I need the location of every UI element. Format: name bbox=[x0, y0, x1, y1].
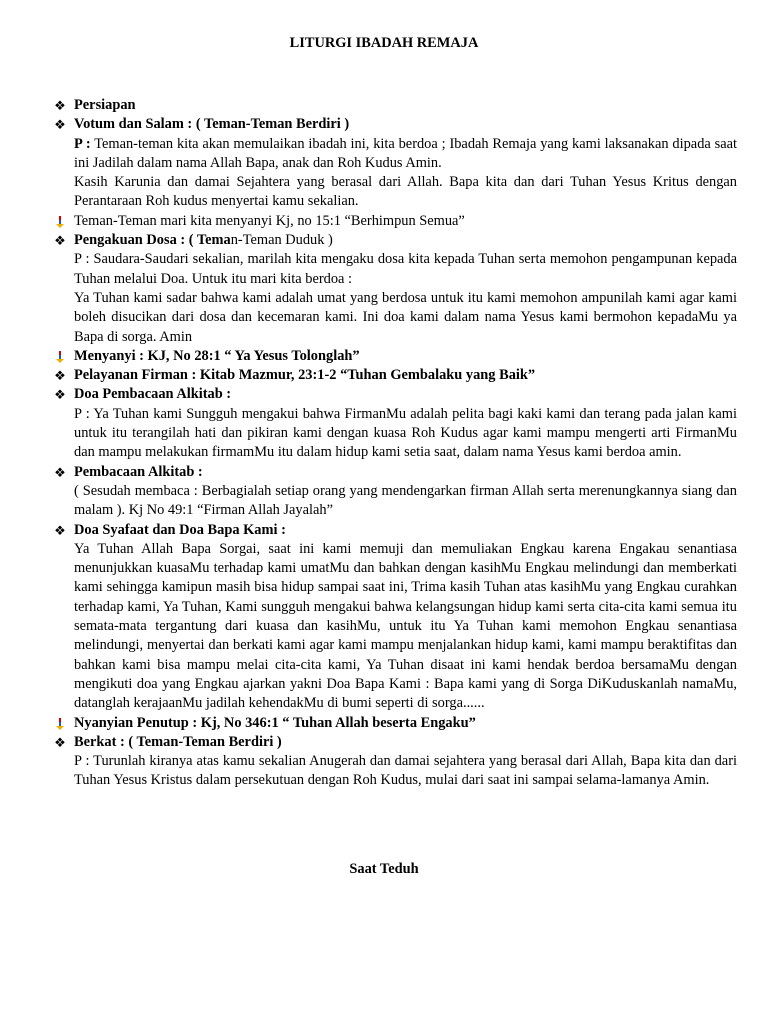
document-title: LITURGI IBADAH REMAJA bbox=[289, 35, 479, 51]
section-nyanyian-penutup bbox=[52, 714, 737, 733]
section-nyanyi-1 bbox=[52, 212, 737, 231]
section-pelayanan-firman bbox=[52, 366, 737, 385]
section-heading: Pembacaan Alkitab : bbox=[74, 463, 203, 480]
section-heading: Votum dan Salam : ( Teman-Teman Berdiri ) bbox=[74, 116, 350, 133]
paragraph: ( Sesudah membaca : Berbagialah setiap orang yang mendengarkan firman Allah serta merenungkannya siang dan malam ). Kj No 49:1 “Firman Allah Jayalah” bbox=[74, 482, 737, 519]
diamond-bullet-icon: ❖ bbox=[54, 734, 66, 750]
section-berkat bbox=[52, 733, 737, 791]
diamond-bullet-icon: ❖ bbox=[54, 464, 66, 480]
paragraph: P : Saudara-Saudari sekalian, marilah kita mengaku dosa kita kepada Tuhan serta memohon pengampunan kepada Tuhan melalui Doa. Untuk itu mari kita berdoa : bbox=[74, 251, 737, 287]
diamond-bullet-icon: ❖ bbox=[54, 387, 66, 403]
paragraph: Teman-Teman mari kita menyanyi Kj, no 15:1 “Berhimpun Semua” bbox=[74, 212, 465, 229]
section-heading: Persiapan bbox=[74, 97, 136, 113]
paragraph: P : Turunlah kiranya atas kamu sekalian Anugerah dan damai sejahtera yang berasal dari Allah, Bapa kita dan dari Tuhan Yesus Kristus dalam persekutuan dengan Roh Kudus, mulai dari saat ini sampai selama-lamanya Amin. bbox=[74, 753, 737, 789]
down-arrow-bullet-icon bbox=[52, 714, 68, 733]
paragraph bbox=[74, 135, 737, 174]
section-heading bbox=[74, 231, 737, 250]
section-pengakuan-dosa bbox=[52, 231, 737, 347]
section-doa-syafaat bbox=[52, 521, 737, 714]
closing-heading: Saat Teduh bbox=[349, 861, 419, 877]
section-heading: Menyanyi : KJ, No 28:1 “ Ya Yesus Tolonglah” bbox=[74, 347, 360, 364]
section-heading: Doa Pembacaan Alkitab : bbox=[74, 386, 232, 403]
diamond-bullet-icon: ❖ bbox=[54, 98, 66, 113]
down-arrow-bullet-icon bbox=[52, 347, 68, 366]
section-heading: Pelayanan Firman : Kitab Mazmur, 23:1-2 “Tuhan Gembalaku yang Baik” bbox=[74, 367, 536, 384]
heading-bold-part: Pengakuan Dosa : ( Tema bbox=[74, 232, 231, 249]
paragraph-text: Teman-teman kita akan memulaikan ibadah ini, kita berdoa ; Ibadah Remaja yang kami laksanakan dipada saat ini Jadilah dalam nama Allah Bapa, anak dan Roh Kudus Amin. bbox=[74, 135, 737, 171]
section-heading: Nyanyian Penutup : Kj, No 346:1 “ Tuhan Allah beserta Engaku” bbox=[74, 714, 476, 731]
section-persiapan bbox=[52, 96, 737, 115]
speaker-label: P : bbox=[74, 135, 91, 152]
section-heading: Berkat : ( Teman-Teman Berdiri ) bbox=[74, 733, 282, 750]
liturgy-content bbox=[52, 96, 737, 791]
down-arrow-bullet-icon bbox=[52, 212, 68, 231]
section-nyanyi-2 bbox=[52, 347, 737, 366]
paragraph: Kasih Karunia dan damai Sejahtera yang berasal dari Allah. Bapa kita dan dari Tuhan Yesus Kritus dengan Perantaraan Roh kudus menyertai kamu sekalian. bbox=[74, 174, 737, 210]
section-heading: Doa Syafaat dan Doa Bapa Kami : bbox=[74, 521, 286, 538]
section-pembacaan-alkitab bbox=[52, 463, 737, 521]
diamond-bullet-icon: ❖ bbox=[54, 117, 66, 133]
section-votum bbox=[52, 115, 737, 211]
section-doa-pembacaan bbox=[52, 385, 737, 462]
diamond-bullet-icon: ❖ bbox=[54, 368, 66, 384]
diamond-bullet-icon: ❖ bbox=[54, 233, 66, 249]
heading-rest-part: n-Teman Duduk ) bbox=[230, 232, 333, 249]
diamond-bullet-icon: ❖ bbox=[54, 522, 66, 538]
paragraph: Ya Tuhan Allah Bapa Sorgai, saat ini kami memuji dan memuliakan Engkau karena Engakau senantiasa menunjukkan kuasaMu terhadap kami umatMu dan bahkan dengan kasihMu Engkau melindungi dan memberkati kami sehingga kamipun masih bisa hidup sampai saat ini, Trima kasih Tuhan atas kasihMu yang Engkau curahkan terhadap kami, Ya Tuhan, Kami sungguh mengakui bahwa kelangsungan hidup kami serta cita-cita kami semua itu semata-mata tergantung dari kuasa dan kasihMu, untuk itu Ya Tuhan kami memohon Engkau senantiasa melindungi, menyertai dan berkati kami agar kami mampu menjalankan hidup kami, kami mampu beraktifitas dan bahkan kami bisa mampu melai cita-cita kami, Ya Tuhan disaat ini kami hendak berdoa bersamaMu dengan mengikuti doa yang Engkau ajarkan yakni Doa Bapa Kami : Bapa kami yang di Sorga DiKuduskanlah namaMu, datanglah kerajaanMu jadilah kehendakMu di bumi seperti di sorga...... bbox=[74, 540, 737, 712]
paragraph: Ya Tuhan kami sadar bahwa kami adalah umat yang berdosa untuk itu kami memohon ampunilah kami agar kami boleh disucikan dari dosa dan kecemaran kami. Ini doa kami dalam nama Yesus kami bermohon kepadaMu ya Bapa di sorga. Amin bbox=[74, 289, 737, 345]
paragraph: P : Ya Tuhan kami Sungguh mengakui bahwa FirmanMu adalah pelita bagi kaki kami dan terang pada jalan kami untuk itu terangilah hati dan pikiran kami dengan kuasa Roh Kudus agar kami mampu mengerti arti FirmanMu dan mampu melakukan firmamMu itu dalam hidup kami setia saat, dalam nama Yesus kami berdoa amin. bbox=[74, 405, 737, 461]
